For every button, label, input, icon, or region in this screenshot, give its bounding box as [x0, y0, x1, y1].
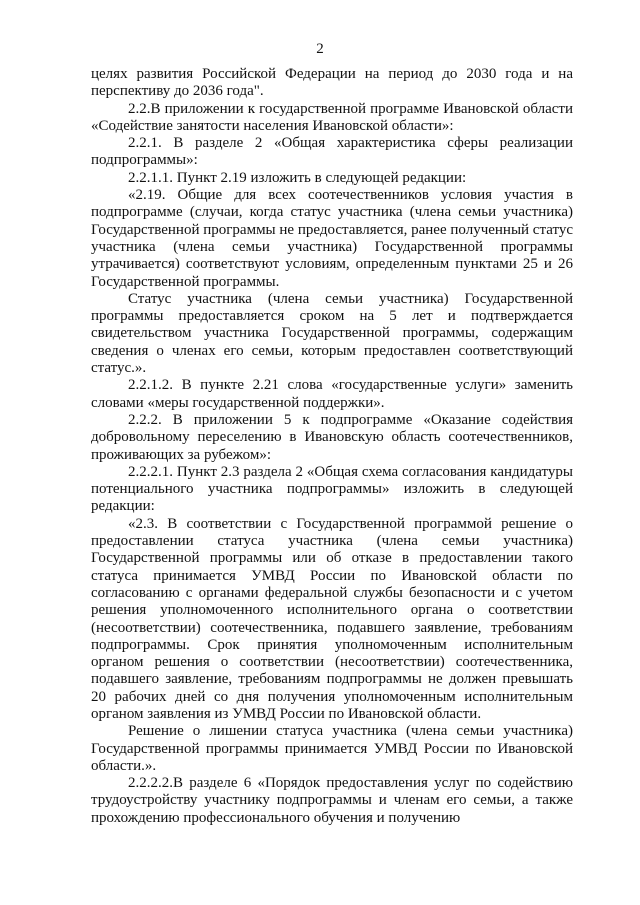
paragraph-2-2-2-2: 2.2.2.2.В разделе 6 «Порядок предоставления услуг по содействию трудоустройству участнику подпрограммы и членам его семьи, а также прохождению профессионального обучения и получению	[91, 775, 573, 826]
paragraph-2-2-2: 2.2.2. В приложении 5 к подпрограмме «Оказание содействия добровольному переселению в Ивановскую область соотечественников, проживающих за рубежом»:	[91, 411, 573, 463]
document-body	[91, 66, 573, 827]
paragraph-continuation: целях развития Российской Федерации на период до 2030 года и на перспективу до 2036 года".	[91, 66, 573, 100]
paragraph-quote-2-19: «2.19. Общие для всех соотечественников условия участия в подпрограмме (случаи, когда статус участника (члена семьи участника) Государственной программы не предоставляется, ранее полученный статус участника (члена семьи участника) Государственной программы утрачивается) соответствуют условиям, определенным пунктами 25 и 26 Государственной программы.	[91, 187, 573, 290]
paragraph-2-2-1: 2.2.1. В разделе 2 «Общая характеристика сферы реализации подпрограммы»:	[91, 135, 573, 169]
paragraph-2-2-2-1: 2.2.2.1. Пункт 2.3 раздела 2 «Общая схема согласования кандидатуры потенциального участника подпрограммы» изложить в следующей редакции:	[91, 463, 573, 515]
paragraph-status-term: Статус участника (члена семьи участника) Государственной программы предоставляется сроком на 5 лет и подтверждается свидетельством участника Государственной программы, содержащим сведения о членах его семьи, которым предоставлен соответствующий статус.».	[91, 290, 573, 377]
paragraph-2-2-1-1: 2.2.1.1. Пункт 2.19 изложить в следующей редакции:	[128, 169, 467, 186]
paragraph-deprivation: Решение о лишении статуса участника (члена семьи участника) Государственной программы принимается УМВД России по Ивановской области.».	[91, 723, 573, 774]
paragraph-quote-2-3: «2.3. В соответствии с Государственной программой решение о предоставлении статуса участника (члена семьи участника) Государственной программы или об отказе в предоставлении такого статуса принимается УМВД России по Ивановской области по согласованию с органами федеральной службы безопасности и с учетом решения уполномоченного исполнительного органа о соответствии (несоответствии) соотечественника, подавшего заявление, требованиям подпрограммы. Срок принятия уполномоченным исполнительным органом решения о соответствии (несоответствии) соотечественника, подавшего заявление, требованиям подпрограммы не должен превышать 20 рабочих дней со дня получения уполномоченным исполнительным органом заявления из УМВД России по Ивановской области.	[91, 515, 573, 722]
page-number: 2	[316, 41, 324, 57]
paragraph-2-2-1-2: 2.2.1.2. В пункте 2.21 слова «государственные услуги» заменить словами «меры государственной поддержки».	[91, 377, 573, 411]
paragraph-2-2: 2.2.В приложении к государственной программе Ивановской области «Содействие занятости населения Ивановской области»:	[91, 100, 573, 134]
